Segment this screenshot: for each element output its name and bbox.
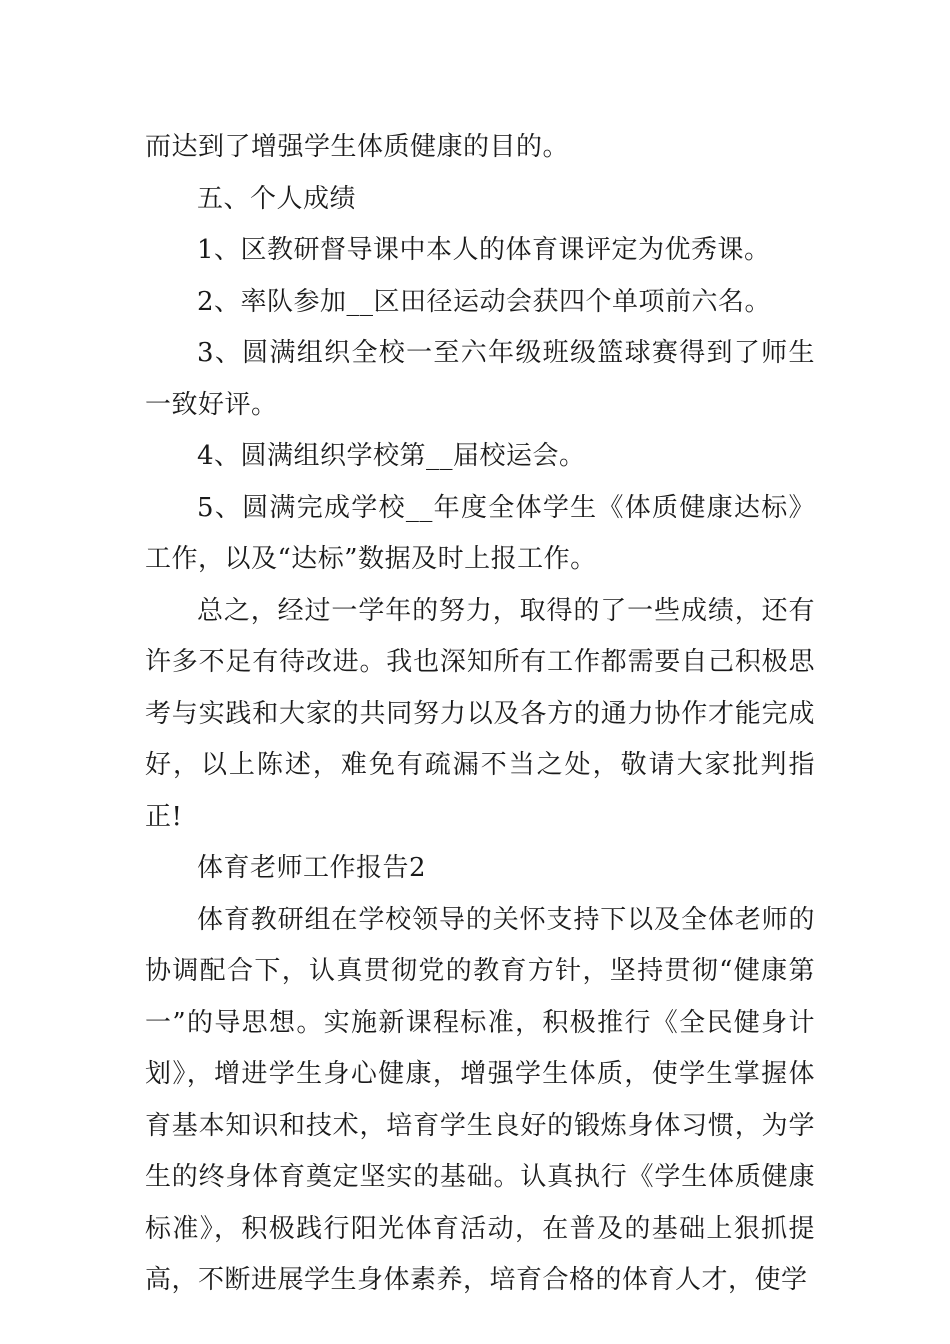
report-body-paragraph: 体育教研组在学校领导的关怀支持下以及全体老师的协调配合下，认真贯彻党的教育方针，坚持贯彻“健康第一”的导思想。实施新课程标准，积极推行《全民健身计划》，增进学生身心健康，增强学生体质，使学生掌握体育基本知识和技术，培育学生良好的锻炼身体习惯，为学生的终身体育奠定坚实的基础。认真执行《学生体质健康标准》，积极践行阳光体育活动，在普及的基础上狠抓提高，不断进展学生身体素养，培育合格的体育人才，使学 xyxy=(145,904,815,1295)
paragraph-continuation: 而达到了增强学生体质健康的目的。 xyxy=(145,132,570,162)
achievement-item-5: 5、圆满完成学校__年度全体学生《体质健康达标》工作，以及“达标”数据及时上报工作。 xyxy=(145,492,815,574)
achievement-item-1: 1、区教研督导课中本人的体育课评定为优秀课。 xyxy=(197,235,771,265)
section-heading-personal-achievements: 五、个人成绩 xyxy=(197,183,357,214)
achievement-item-4: 4、圆满组织学校第__届校运会。 xyxy=(197,441,586,471)
summary-paragraph: 总之，经过一学年的努力，取得的了一些成绩，还有许多不足有待改进。我也深知所有工作都需要自己积极思考与实践和大家的共同努力以及各方的通力协作才能完成好，以上陈述，难免有疏漏不当之处，敬请大家批判指正! xyxy=(145,595,815,832)
achievement-item-2: 2、率队参加__区田径运动会获四个单项前六名。 xyxy=(197,286,772,317)
document-body xyxy=(145,122,815,1307)
achievement-item-3: 3、圆满组织全校一至六年级班级篮球赛得到了师生一致好评。 xyxy=(145,338,815,420)
report-title: 体育老师工作报告2 xyxy=(197,853,427,883)
